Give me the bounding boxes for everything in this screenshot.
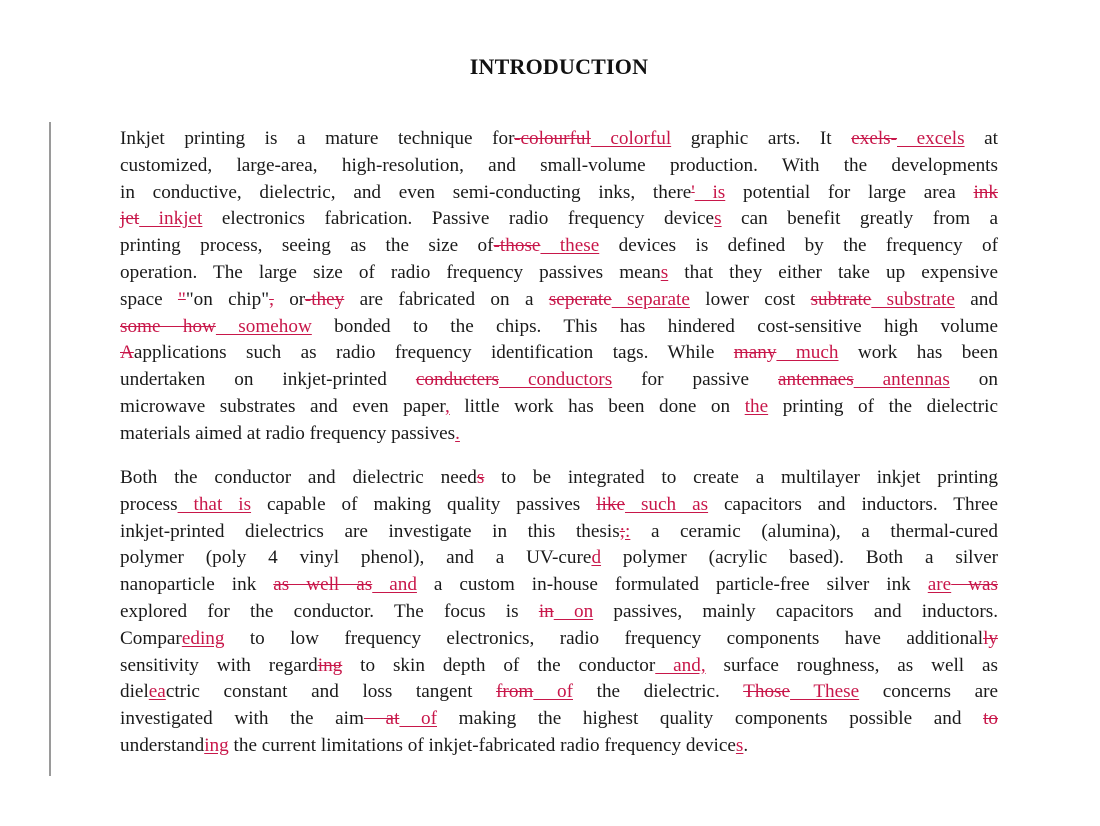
body-text: on bbox=[949, 369, 998, 391]
text-line bbox=[120, 421, 998, 448]
text-line bbox=[120, 153, 998, 180]
inserted-text: of bbox=[399, 708, 438, 730]
change-bar bbox=[49, 122, 51, 776]
body-text: customized, large-area, high-resolution, and small-volume production. With the developments bbox=[120, 154, 998, 176]
body-text: a custom in-house formulated particle-free silver ink bbox=[416, 574, 928, 596]
body-text: or bbox=[273, 288, 305, 310]
deleted-text: jet bbox=[120, 208, 140, 230]
text-line bbox=[120, 367, 998, 394]
body-text: devices is defined by the frequency of bbox=[599, 235, 998, 257]
body-text: potential for large area bbox=[725, 181, 974, 203]
inserted-text: substrate bbox=[871, 288, 955, 310]
inserted-text: s bbox=[714, 208, 722, 230]
text-line bbox=[120, 260, 998, 287]
text-line bbox=[120, 314, 998, 341]
deleted-text: from bbox=[496, 681, 534, 703]
inserted-text: , bbox=[444, 395, 450, 417]
body-text: the current limitations of inkjet-fabricated radio frequency device bbox=[228, 734, 736, 756]
deleted-text: Those bbox=[743, 681, 791, 703]
text-line bbox=[120, 706, 998, 733]
deleted-text: -they bbox=[304, 288, 345, 310]
inserted-text: excels bbox=[897, 128, 965, 149]
body-text: microwave substrates and even paper bbox=[120, 395, 445, 417]
body-text: at bbox=[964, 128, 998, 149]
inserted-text: is bbox=[694, 181, 726, 203]
inserted-text: conductors bbox=[498, 369, 613, 391]
body-text: materials aimed at radio frequency passives bbox=[120, 422, 456, 444]
text-line bbox=[120, 545, 998, 572]
body-text: printing process, seeing as the size of bbox=[120, 235, 494, 257]
body-text: diel bbox=[120, 681, 149, 703]
text-line bbox=[120, 233, 998, 260]
text-line bbox=[120, 626, 998, 653]
inserted-text: such as bbox=[624, 493, 709, 515]
deleted-text: to bbox=[983, 708, 998, 730]
body-text: explored for the conductor. The focus is bbox=[120, 600, 539, 622]
body-text: surface roughness, as well as bbox=[705, 654, 999, 676]
body-text: nanoparticle ink bbox=[120, 574, 274, 596]
deleted-text: seperate bbox=[548, 288, 612, 310]
inserted-text: of bbox=[533, 681, 573, 703]
paragraph-2 bbox=[120, 465, 998, 760]
body-text: Compar bbox=[120, 627, 182, 649]
deleted-text: -those bbox=[493, 235, 541, 257]
paragraph-1 bbox=[120, 126, 998, 448]
text-line bbox=[120, 465, 998, 492]
body-text: capacitors and inductors. Three bbox=[708, 493, 999, 515]
body-text: graphic arts. It bbox=[671, 128, 852, 149]
body-text: polymer (acrylic based). Both a silver bbox=[601, 547, 998, 569]
text-line bbox=[120, 733, 998, 760]
body-text: lower cost bbox=[689, 288, 811, 310]
body-text: applications such as radio frequency identification tags. While bbox=[133, 342, 734, 364]
text-line bbox=[120, 206, 998, 233]
body-text: . bbox=[743, 734, 749, 756]
inserted-text: d bbox=[591, 547, 602, 569]
deleted-text: many bbox=[733, 342, 777, 364]
body-text: the dielectric. bbox=[572, 681, 744, 703]
deleted-text: -colourful bbox=[514, 128, 591, 149]
body-text: to low frequency electronics, radio frequency components have additional bbox=[224, 627, 984, 649]
body-text: sensitivity with regard bbox=[120, 654, 318, 676]
body-text: capable of making quality passives bbox=[251, 493, 597, 515]
body-text: making the highest quality components possible and bbox=[437, 708, 984, 730]
text-line bbox=[120, 287, 998, 314]
inserted-text: and, bbox=[655, 654, 706, 676]
body-text: passives, mainly capacitors and inductors. bbox=[593, 600, 999, 622]
text-line bbox=[120, 492, 998, 519]
body-text: Inkjet printing is a mature technique for bbox=[120, 128, 515, 149]
inserted-text: colorful bbox=[590, 128, 672, 149]
body-text: polymer (poly 4 vinyl phenol), and a UV-cure bbox=[120, 547, 592, 569]
deleted-text: ly bbox=[983, 627, 998, 649]
deleted-text: ' bbox=[691, 181, 695, 203]
body-text: printing of the dielectric bbox=[768, 395, 998, 417]
inserted-text: inkjet bbox=[139, 208, 203, 230]
inserted-text: separate bbox=[611, 288, 690, 310]
inserted-text: these bbox=[540, 235, 600, 257]
deleted-text: A bbox=[120, 342, 134, 364]
inserted-text: somehow bbox=[215, 315, 312, 337]
body-text: to be integrated to create a multilayer inkjet printing bbox=[484, 467, 998, 488]
deleted-text: ; bbox=[619, 520, 626, 542]
body-text: operation. The large size of radio frequency passives mean bbox=[120, 261, 661, 283]
body-text: for passive bbox=[612, 369, 779, 391]
deleted-text: " bbox=[177, 288, 186, 310]
inserted-text: : bbox=[625, 520, 631, 542]
deleted-text: antennaes bbox=[778, 369, 854, 391]
body-text: "on chip" bbox=[185, 288, 270, 310]
body-text: in conductive, dielectric, and even semi-conducting inks, there bbox=[120, 181, 692, 203]
body-text: a ceramic (alumina), a thermal-cured bbox=[630, 520, 998, 542]
deleted-text: like bbox=[596, 493, 625, 515]
deleted-text: subtrate bbox=[810, 288, 872, 310]
deleted-text: , bbox=[269, 288, 274, 310]
text-line bbox=[120, 340, 998, 367]
deleted-text: conducters bbox=[415, 369, 499, 391]
inserted-text: ing bbox=[204, 734, 229, 756]
body-text: electronics fabrication. Passive radio frequency device bbox=[202, 208, 715, 230]
inserted-text: These bbox=[790, 681, 860, 703]
body-text: ctric constant and loss tangent bbox=[165, 681, 497, 703]
inserted-text: ea bbox=[148, 681, 166, 703]
inserted-text: antennas bbox=[853, 369, 950, 391]
text-line bbox=[120, 679, 998, 706]
body-text: little work has been done on bbox=[449, 395, 745, 417]
text-line bbox=[120, 572, 998, 599]
body-text: inkjet-printed dielectrics are investigate in this thesis bbox=[120, 520, 620, 542]
deleted-text: as well as bbox=[273, 574, 373, 596]
body-text: Both the conductor and dielectric need bbox=[120, 467, 477, 488]
body-text: and bbox=[954, 288, 998, 310]
inserted-text: much bbox=[776, 342, 839, 364]
body-text: that they either take up expensive bbox=[668, 261, 998, 283]
inserted-text: that is bbox=[177, 493, 252, 515]
deleted-text: exels- bbox=[851, 128, 898, 149]
inserted-text: . bbox=[455, 422, 460, 444]
body-text: undertaken on inkjet-printed bbox=[120, 369, 416, 391]
body-text: are fabricated on a bbox=[344, 288, 549, 310]
body-text: process bbox=[120, 493, 178, 515]
body-text: understand bbox=[120, 734, 205, 756]
body-text: to skin depth of the conductor bbox=[342, 654, 656, 676]
text-line bbox=[120, 653, 998, 680]
text-line bbox=[120, 599, 998, 626]
inserted-text: on bbox=[553, 600, 594, 622]
inserted-text: are bbox=[927, 574, 952, 596]
inserted-text: s bbox=[660, 261, 669, 283]
body-text: can benefit greatly from a bbox=[721, 208, 999, 230]
text-line bbox=[120, 394, 998, 421]
deleted-text: in bbox=[538, 600, 554, 622]
deleted-text: some how bbox=[120, 315, 216, 337]
text-line bbox=[120, 180, 998, 207]
deleted-text: ink bbox=[973, 181, 998, 203]
text-line bbox=[120, 519, 998, 546]
deleted-text: ing bbox=[317, 654, 343, 676]
body-text: space bbox=[120, 288, 178, 310]
inserted-text: s bbox=[735, 734, 744, 756]
text-line bbox=[120, 126, 998, 153]
deleted-text: s bbox=[476, 467, 485, 488]
body-text: concerns are bbox=[859, 681, 999, 703]
body-text: bonded to the chips. This has hindered cost-sensitive high volume bbox=[311, 315, 999, 337]
deleted-text: was bbox=[951, 574, 998, 596]
inserted-text: and bbox=[372, 574, 417, 596]
body-text: work has been bbox=[838, 342, 998, 364]
page-title: INTRODUCTION bbox=[469, 54, 649, 79]
inserted-text: the bbox=[744, 395, 769, 417]
body-text: investigated with the aim bbox=[120, 708, 364, 730]
inserted-text: eding bbox=[181, 627, 225, 649]
deleted-text: at bbox=[363, 708, 400, 730]
